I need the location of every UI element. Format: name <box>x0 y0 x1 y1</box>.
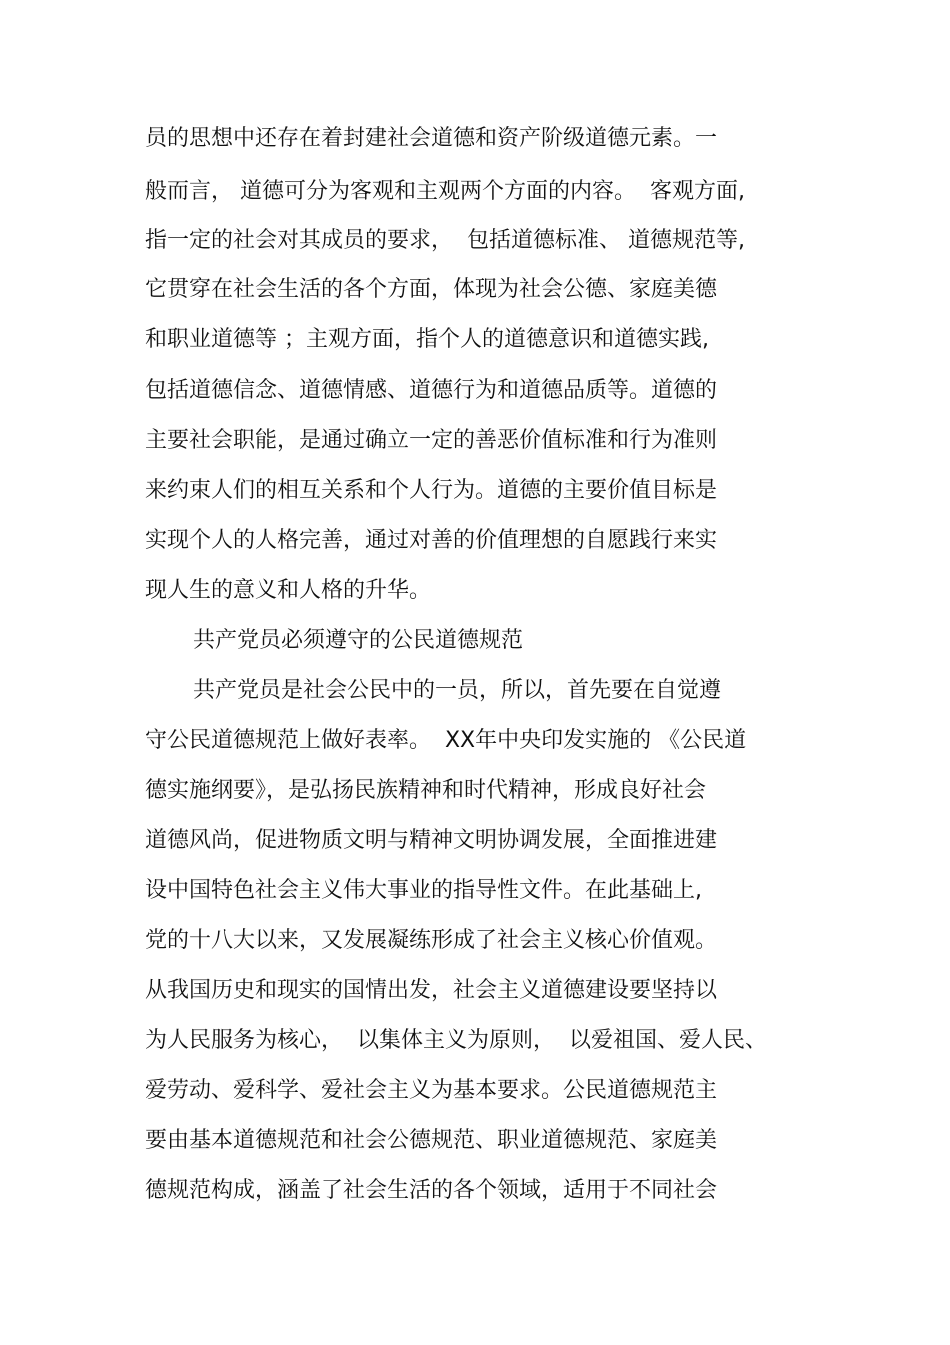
text-line: 道德风尚，促进物质文明与精神文明协调发展，全面推进建 <box>145 828 718 853</box>
text-line: 员的思想中还存在着封建社会道德和资产阶级道德元素。一 <box>145 126 718 151</box>
text-line: 从我国历史和现实的国情出发，社会主义道德建设要坚持以 <box>145 978 718 1003</box>
text-line: 主要社会职能，是通过确立一定的善恶价值标准和行为准则 <box>145 428 718 453</box>
text-line: 般而言， 道德可分为客观和主观两个方面的内容。 客观方面, <box>145 179 745 204</box>
text-line: 要由基本道德规范和社会公德规范、职业道德规范、家庭美 <box>145 1128 718 1153</box>
text-line: 它贯穿在社会生活的各个方面，体现为社会公德、家庭美德 <box>145 277 718 302</box>
text-line: 指一定的社会对其成员的要求， 包括道德标准、 道德规范等, <box>145 228 745 253</box>
text-line: 设中国特色社会主义伟大事业的指导性文件。在此基础上, <box>145 878 702 903</box>
text-line: 包括道德信念、道德情感、道德行为和道德品质等。道德的 <box>145 378 718 403</box>
text-line: 爱劳动、爱科学、爱社会主义为基本要求。公民道德规范主 <box>145 1078 718 1103</box>
text-line: 和职业道德等 ；主观方面，指个人的道德意识和道德实践, <box>145 327 709 352</box>
text-line: 守公民道德规范上做好表率。 XX年中央印发实施的 《公民道 <box>145 728 747 753</box>
text-line: 为人民服务为核心， 以集体主义为原则， 以爱祖国、爱人民、 <box>145 1028 767 1053</box>
text-line: 德规范构成，涵盖了社会生活的各个领域，适用于不同社会 <box>145 1178 718 1203</box>
text-line: 党的十八大以来，又发展凝练形成了社会主义核心价值观。 <box>145 928 718 953</box>
text-line: 实现个人的人格完善，通过对善的价值理想的自愿践行来实 <box>145 528 718 553</box>
text-line: 来约束人们的相互关系和个人行为。道德的主要价值目标是 <box>145 478 718 503</box>
section-heading: 共产党员必须遵守的公民道德规范 <box>193 628 524 653</box>
text-line: 德实施纲要》，是弘扬民族精神和时代精神，形成良好社会 <box>145 778 707 803</box>
text-line: 现人生的意义和人格的升华。 <box>145 578 432 603</box>
text-line: 共产党员是社会公民中的一员，所以，首先要在自觉遵 <box>193 678 722 703</box>
